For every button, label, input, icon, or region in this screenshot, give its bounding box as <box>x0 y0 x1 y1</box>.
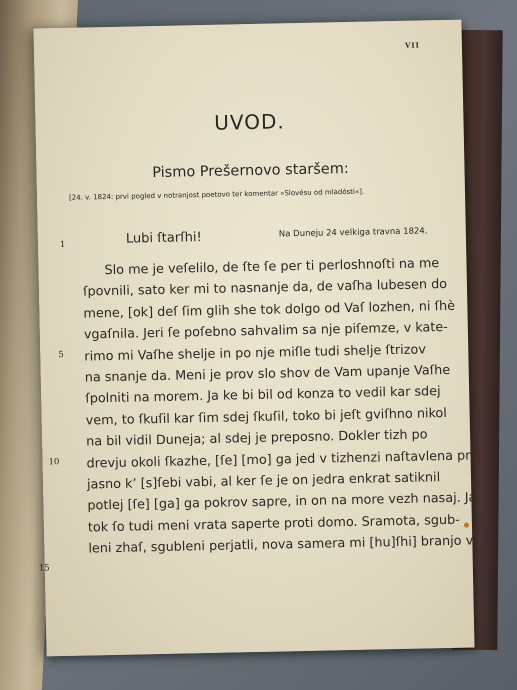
book-page <box>33 20 479 657</box>
text-line: vgaſnila. Jeri ſe poſebno sahvalim sa nje piſemze, v kate- <box>83 320 448 343</box>
text-line: ſpolniti na morem. Ja ke bi bil od konza to vedil kar sdej <box>85 384 441 407</box>
text-line: vem, to ſkuſil kar ſim sdej ſkuſil, toko bi jeſt gviſhno nikol <box>85 405 448 429</box>
line-number: 5 <box>58 349 64 361</box>
letter-body <box>82 252 488 560</box>
text-line: mene, [ok] deſ ſim glih she tok dolgo od Vaſ lozhen, ni ſhè <box>83 298 456 322</box>
text-line: potlej [ſe] [ga] ga pokrov sapre, in on na more vezh nasaj. Ja <box>87 490 477 514</box>
letter-place-date: Na Duneju 24 velkiga travna 1824. <box>278 226 428 240</box>
text-line: ſpovnili, sato ker mi to nasnanje da, de vaſha lubesen do <box>82 277 448 300</box>
editorial-note: [24. v. 1824: prvi pogled v notranjost poetovo ter komentar »Slovésu od mladósti«]. <box>68 187 365 202</box>
page-title: UVOD. <box>213 109 285 135</box>
section-subtitle: Pismo Prešernovo staršem: <box>152 160 349 182</box>
line-number: 10 <box>48 457 60 468</box>
line-number: 1 <box>59 239 66 251</box>
text-line: rimo mi Vaſhe shelje in po nje miſle tudi shelje ſtrizov <box>84 342 426 365</box>
text-line: na bil vidil Duneja; al sdej je preposno. Dokler tizh po <box>85 427 428 450</box>
text-line: leni zhaſ, sgubleni perjatli, nova samera mi [hu]ſhi] branjo v <box>88 533 474 557</box>
text-line: jasno k’ [s]ſebi vabi, al ker ſe je on jedra enkrat satiknil <box>86 470 441 493</box>
line-number: 15 <box>38 563 50 574</box>
text-line: Slo me je veſelilo, de ſte ſe per ti perloshnoſti na me <box>104 256 440 279</box>
text-line: drevju okoli ſkazhe, [ſe] [mo] ga jed v tizhenzi naſtavlena pri- <box>86 447 479 472</box>
page-number: VII <box>404 40 420 50</box>
text-line: na snanje da. Meni je prov slo shov de Vam upanje Vaſhe <box>84 362 451 386</box>
letter-greeting: Lubi ſtarſhi! <box>125 230 202 247</box>
text-line: tok ſo tudi meni vrata saperte proti domo. Sramota, sgub- <box>87 512 460 536</box>
ink-spot <box>464 523 469 528</box>
